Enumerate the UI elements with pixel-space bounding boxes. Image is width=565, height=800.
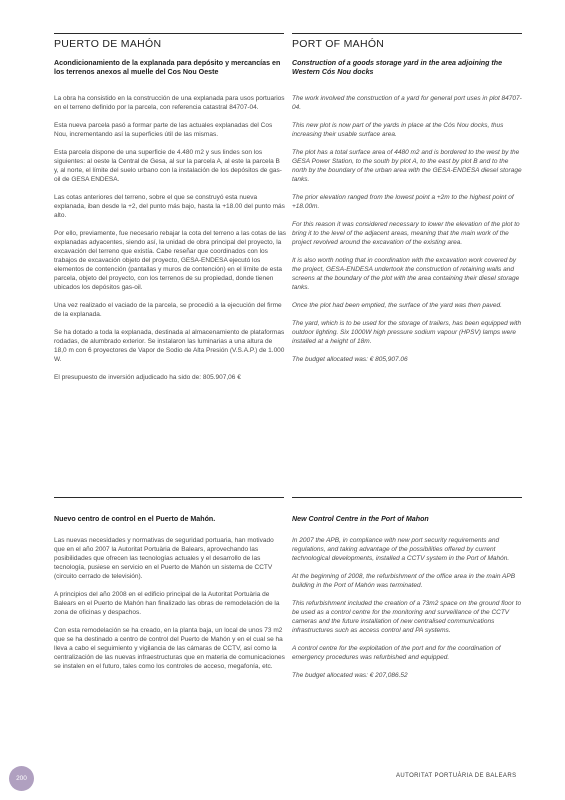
footer-publisher: AUTORITAT PORTUÀRIA DE BALEARS [396,773,517,779]
paragraph: Se ha dotado a toda la explanada, destinada al almacenamiento de plataformas rodadas, de alumbrado exterior. Se instalaron las luminarias a una altura de 18,0 m con 6 proyectores de Vapor de Sodio de Alta Presión (V.S.A.P.) de 1.000 W. [54,329,285,363]
page-number: 200 [16,775,27,782]
paragraph: The yard, which is to be used for the storage of trailers, has been equipped with outdoor lighting. Six 1000W high pressure sodium vapour (HPSV) lamps were installed at a height of 18m. [292,320,522,345]
paragraph: A principios del año 2008 en el edificio principal de la Autoritat Portuària de Balears en el Puerto de Mahón han finalizado las obras de remodelación de la zona de oficinas y despachos. [54,591,280,616]
paragraph: Once the plot had been emptied, the surface of the yard was then paved. [292,302,502,309]
paragraph: The budget allocated was: € 207,086.52 [292,672,408,679]
paragraph: For this reason it was considered necessary to lower the elevation of the plot to bring it to the level of the adjacent areas, meaning that the main work of the project revolved around the excavation of the existing area. [292,221,520,246]
section1-body-en [292,94,524,373]
paragraph: Las cotas anteriores del terreno, sobre el que se construyó esta nueva explanada, iban desde la +2, del punto más bajo, hasta la +18.00 del punto más alto. [54,194,285,219]
paragraph: Esta parcela dispone de una superficie de 4.480 m2 y sus lindes son los siguientes: al oeste la Central de Gesa, al sur la parcela A, al este la parcela B y, al norte, el límite del suelo urbano con la instalación de los depósitos de gas-oil de GESA ENDESA. [54,149,282,183]
paragraph: This refurbishment included the creation of a 73m2 space on the ground floor to be used as a control centre for the monitoring and surveillance of the CCTV cameras and the future installation of new centralised communications infrastructures such as access control and PA systems. [292,600,522,634]
paragraph: Esta nueva parcela pasó a formar parte de las actuales explanadas del Cos Nou, incrementando así la superficies útil de las mismas. [54,122,273,138]
section2-heading-es: Nuevo centro de control en el Puerto de Mahón. [54,515,216,523]
paragraph: La obra ha consistido en la construcción de una explanada para usos portuarios en el terreno definido por la parcela, con referencia catastral 84707-04. [54,95,285,111]
paragraph: At the beginning of 2008, the refurbishment of the office area in the main APB building in the Port of Mahón was terminated. [292,573,516,589]
paragraph: In 2007 the APB, in compliance with new port security requirements and regulations, and taking advantage of the possibilities offered by current technological developments, installed a CCTV system in the Port of Mahón. [292,537,510,562]
paragraph: The budget allocated was: € 805,907.06 [292,356,408,363]
page-title-en: PORT OF MAHÓN [292,38,385,50]
page-number-badge [9,766,34,791]
paragraph: A control centre for the exploitation of the port and for the coordination of emergency procedures was refurbished and equipped. [292,645,501,661]
paragraph: Las nuevas necesidades y normativas de seguridad portuaria, han motivado que en el año 2007 la Autoritat Portuària de Balears, aprovechando las posibilidades que ofrecen las tecnologías actuales y el desarrollo de las tecnología, pusiese en servicio en el Puerto de Mahón un sistema de CCTV (circuito cerrado de televisión). [54,537,274,580]
section2-body-en [292,536,524,689]
section1-heading-en: Construction of a goods storage yard in the area adjoining the Western Cós Nou docks [292,59,503,77]
top-rule-right [292,33,522,34]
section2-heading-en: New Control Centre in the Port of Mahon [292,515,429,523]
paragraph: The plot has a total surface area of 4480 m2 and is bordered to the west by the GESA Power Station, to the south by plot A, to the east by plot B and to the north by the boundary of the urban area with the GESA-ENDESA diesel storage tanks. [292,149,522,183]
page-title-es: PUERTO DE MAHÓN [54,38,162,50]
paragraph: Una vez realizado el vaciado de la parcela, se procedió a la ejecución del firme de la explanada. [54,302,282,318]
top-rule-left [54,33,284,34]
paragraph: The work involved the construction of a yard for general port uses in plot 84707-04. [292,95,522,111]
section1-heading-es: Acondicionamiento de la explanada para depósito y mercancías en los terrenos anexos al muelle del Cos Nou Oeste [54,59,281,77]
section2-body-es [54,536,286,680]
paragraph: The prior elevation ranged from the lowest point a +2m to the highest point of +18.00m. [292,194,514,210]
paragraph: Con esta remodelación se ha creado, en la planta baja, un local de unos 73 m2 que se ha destinado a centro de control del Puerto de Mahón y en el cual se ha lleva a cabo el seguimiento y vigilancia de las cámaras de CCTV, así como la centralización de las nuevas infraestructuras que en materia de comunicaciones se instalen en el futuro, tales como los controles de acceso, megafonía, etc. [54,627,285,670]
paragraph: It is also worth noting that in coordination with the excavation work covered by the project, GESA-ENDESA undertook the construction of retaining walls and screens at the boundary of the plot with the area containing their diesel storage tanks. [292,257,520,291]
section1-body-es [54,94,286,391]
paragraph: Por ello, previamente, fue necesario rebajar la cota del terreno a las cotas de las explanadas adyacentes, siendo así, la unidad de obra principal del proyecto, la excavación del terreno que existía. Cabe reseñar que coordinados con los trabajos de excavación objeto del proyecto, GESA-ENDESA ejecutó los elementos de contención (pantallas y muros de contención) en el límite de esta parcela, objeto del proyecto, con los terrenos de su propiedad, donde tienen ubicados los depósitos gas-oil. [54,230,286,291]
section-divider-right [292,497,522,498]
section-divider-left [54,497,284,498]
paragraph: El presupuesto de inversión adjudicado ha sido de: 805.907,06 € [54,374,241,381]
paragraph: This new plot is now part of the yards in place at the Cós Nou docks, thus increasing their usable surface area. [292,122,504,138]
